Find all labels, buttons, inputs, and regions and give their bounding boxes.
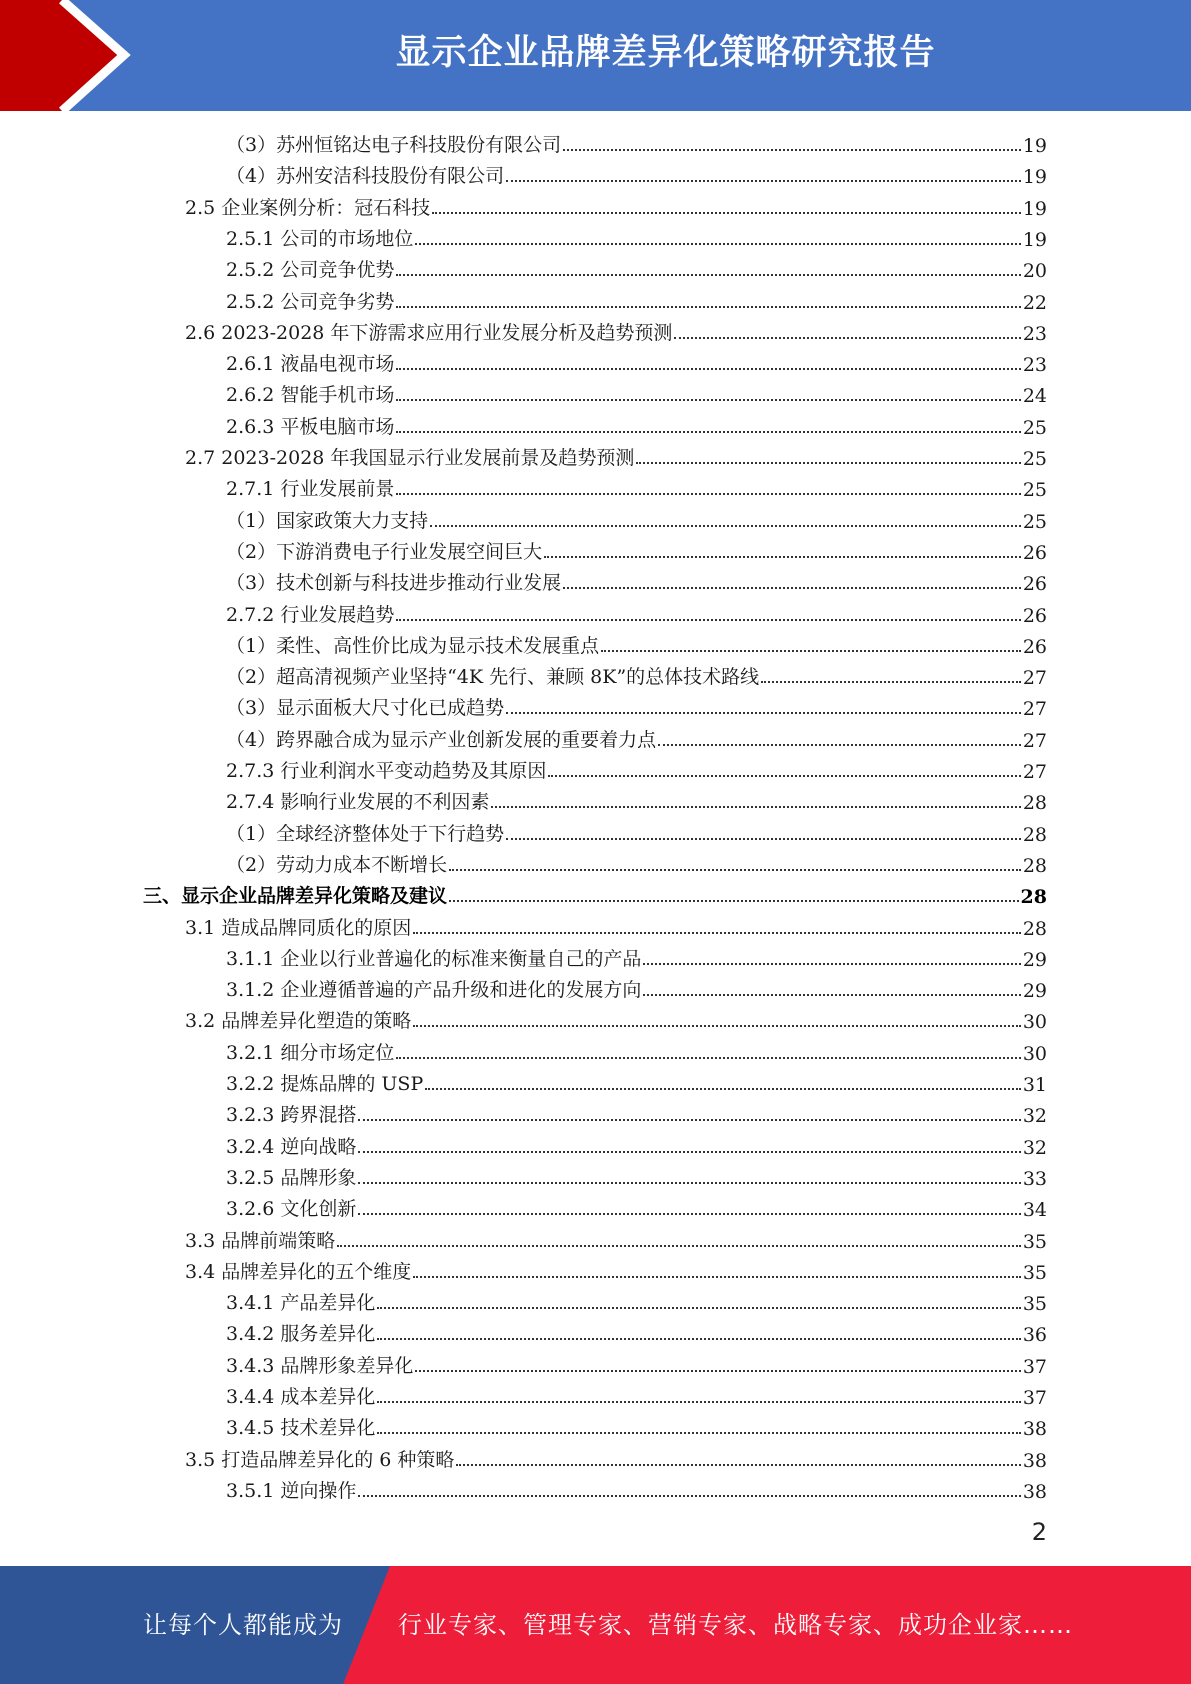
toc-entry-page: 24 bbox=[1022, 385, 1047, 408]
toc-entry[interactable] bbox=[185, 1002, 1047, 1033]
toc-leader-dots bbox=[544, 555, 1021, 558]
toc-entry[interactable] bbox=[185, 1222, 1047, 1253]
toc-entry-label: 3.2.1 细分市场定位 bbox=[226, 1041, 395, 1064]
toc-leader-dots bbox=[396, 618, 1020, 621]
toc-entry-page: 25 bbox=[1022, 448, 1047, 470]
toc-leader-dots bbox=[377, 1337, 1020, 1340]
toc-leader-dots bbox=[396, 1056, 1020, 1059]
toc-entry-page: 28 bbox=[1022, 823, 1047, 846]
toc-entry[interactable] bbox=[226, 564, 1047, 595]
toc-entry-page: 26 bbox=[1022, 635, 1047, 658]
toc-entry[interactable] bbox=[185, 909, 1047, 940]
toc-entry-label: 3.4.1 产品差异化 bbox=[226, 1292, 376, 1315]
toc-entry-label: 3.2 品牌差异化塑造的策略 bbox=[185, 1010, 412, 1033]
toc-entry-label: 3.3 品牌前端策略 bbox=[185, 1229, 336, 1252]
toc-entry-label: 3.4.2 服务差异化 bbox=[226, 1323, 376, 1346]
header-title: 显示企业品牌差异化策略研究报告 bbox=[395, 33, 936, 73]
toc-leader-dots bbox=[396, 492, 1020, 495]
toc-entry[interactable] bbox=[226, 940, 1047, 971]
toc-entry-page: 28 bbox=[1022, 792, 1047, 815]
toc-entry-label: 3.1 造成品牌同质化的原因 bbox=[185, 916, 412, 939]
toc-leader-dots bbox=[377, 1400, 1020, 1403]
toc-entry-label: （1）全球经济整体处于下行趋势 bbox=[226, 822, 505, 845]
toc-entry-label: 3.4 品牌差异化的五个维度 bbox=[185, 1260, 412, 1283]
toc-leader-dots bbox=[377, 1306, 1020, 1309]
toc-entry-label: （3）显示面板大尺寸化已成趋势 bbox=[226, 697, 505, 720]
toc-entry-page: 31 bbox=[1022, 1074, 1047, 1096]
toc-leader-dots bbox=[601, 649, 1021, 652]
toc-entry[interactable] bbox=[185, 189, 1047, 220]
toc-entry[interactable] bbox=[226, 376, 1047, 407]
toc-entry[interactable] bbox=[226, 783, 1047, 814]
toc-entry-label: （4）苏州安洁科技股份有限公司 bbox=[226, 165, 505, 188]
toc-leader-dots bbox=[506, 711, 1021, 714]
toc-entry[interactable] bbox=[226, 971, 1047, 1002]
toc-leader-dots bbox=[456, 1463, 1020, 1466]
toc-entry[interactable] bbox=[226, 1472, 1047, 1503]
toc-entry-label: 2.5.2 公司竞争劣势 bbox=[226, 290, 395, 313]
page-footer bbox=[0, 1566, 1191, 1684]
toc-entry[interactable] bbox=[226, 1378, 1047, 1409]
toc-entry-page: 28 bbox=[1022, 917, 1047, 940]
toc-entry[interactable] bbox=[226, 1065, 1047, 1096]
toc-leader-dots bbox=[548, 774, 1020, 777]
page-number: 2 bbox=[1031, 1518, 1047, 1546]
toc-leader-dots bbox=[432, 211, 1021, 214]
toc-entry[interactable] bbox=[226, 721, 1047, 752]
toc-entry-label: 2.6.1 液晶电视市场 bbox=[226, 353, 395, 376]
toc-entry-page: 19 bbox=[1022, 135, 1047, 157]
toc-entry-label: 3.5 打造品牌差异化的 6 种策略 bbox=[185, 1448, 455, 1471]
toc-entry[interactable] bbox=[226, 752, 1047, 783]
toc-entry-page: 27 bbox=[1022, 761, 1047, 783]
toc-entry-page: 25 bbox=[1022, 510, 1047, 533]
toc-entry[interactable] bbox=[185, 1253, 1047, 1284]
toc-entry-page: 38 bbox=[1022, 1418, 1047, 1441]
toc-entry-page: 20 bbox=[1022, 260, 1047, 283]
toc-leader-dots bbox=[491, 805, 1020, 808]
toc-entry-page: 32 bbox=[1022, 1136, 1047, 1159]
toc-entry[interactable] bbox=[226, 627, 1047, 658]
toc-entry-label: （2）下游消费电子行业发展空间巨大 bbox=[226, 540, 543, 563]
toc-entry[interactable] bbox=[185, 314, 1047, 345]
toc-entry-label: 3.4.4 成本差异化 bbox=[226, 1386, 376, 1408]
toc-entry-label: 2.7.2 行业发展趋势 bbox=[226, 603, 395, 626]
toc-entry[interactable] bbox=[226, 1284, 1047, 1315]
toc-entry[interactable] bbox=[226, 283, 1047, 314]
toc-entry[interactable] bbox=[226, 596, 1047, 627]
toc-entry-page: 37 bbox=[1022, 1387, 1047, 1409]
toc-entry-page: 23 bbox=[1022, 322, 1047, 345]
toc-entry[interactable] bbox=[226, 1096, 1047, 1127]
toc-entry-page: 27 bbox=[1022, 667, 1047, 690]
toc-leader-dots bbox=[413, 931, 1021, 934]
toc-leader-dots bbox=[396, 305, 1020, 308]
toc-entry-page: 23 bbox=[1022, 354, 1047, 377]
toc-entry[interactable] bbox=[226, 1347, 1047, 1378]
toc-entry-page: 38 bbox=[1022, 1480, 1047, 1503]
toc-entry-page: 26 bbox=[1022, 604, 1047, 627]
toc-leader-dots bbox=[449, 899, 1019, 902]
toc-entry[interactable] bbox=[226, 815, 1047, 846]
toc-entry[interactable] bbox=[226, 689, 1047, 720]
footer-slogan-right: 行业专家、管理专家、营销专家、战略专家、成功企业家…… bbox=[398, 1611, 1073, 1639]
toc-entry-page: 25 bbox=[1022, 416, 1047, 439]
toc-entry-label: 三、显示企业品牌差异化策略及建议 bbox=[143, 885, 448, 908]
toc-entry-label: （1）柔性、高性价比成为显示技术发展重点 bbox=[226, 634, 600, 657]
toc-entry-label: 2.6.2 智能手机市场 bbox=[226, 384, 395, 407]
toc-entry-label: （3）苏州恒铭达电子科技股份有限公司 bbox=[226, 134, 562, 156]
toc-entry-label: 3.2.6 文化创新 bbox=[226, 1198, 357, 1221]
toc-entry-label: 2.5 企业案例分析：冠石科技 bbox=[185, 196, 431, 219]
toc-entry[interactable] bbox=[185, 1441, 1047, 1472]
toc-entry-label: （3）技术创新与科技进步推动行业发展 bbox=[226, 572, 562, 595]
toc-entry-page: 35 bbox=[1022, 1293, 1047, 1316]
toc-leader-dots bbox=[413, 1275, 1021, 1278]
toc-entry[interactable] bbox=[226, 846, 1047, 877]
toc-entry-label: 3.1.1 企业以行业普遍化的标准来衡量自己的产品 bbox=[226, 947, 642, 970]
toc-entry-page: 30 bbox=[1022, 1011, 1047, 1034]
toc-leader-dots bbox=[658, 743, 1021, 746]
toc-leader-dots bbox=[506, 837, 1021, 840]
page-header bbox=[0, 0, 1191, 111]
toc-entry-page: 29 bbox=[1022, 948, 1047, 971]
toc-leader-dots bbox=[415, 242, 1020, 245]
toc-entry-label: 2.7.1 行业发展前景 bbox=[226, 478, 395, 501]
toc-leader-dots bbox=[643, 993, 1020, 996]
toc-entry-label: 2.7.3 行业利润水平变动趋势及其原因 bbox=[226, 760, 547, 782]
toc-entry-page: 38 bbox=[1022, 1449, 1047, 1472]
toc-leader-dots bbox=[413, 1024, 1021, 1027]
toc-entry-page: 37 bbox=[1022, 1355, 1047, 1378]
toc-entry-page: 19 bbox=[1022, 228, 1047, 251]
toc-leader-dots bbox=[506, 179, 1021, 182]
toc-entry-label: 3.5.1 逆向操作 bbox=[226, 1479, 357, 1502]
toc-leader-dots bbox=[563, 586, 1021, 589]
toc-entry-page: 29 bbox=[1022, 980, 1047, 1003]
toc-entry[interactable] bbox=[226, 658, 1047, 689]
toc-leader-dots bbox=[337, 1244, 1021, 1247]
toc-entry[interactable] bbox=[226, 533, 1047, 564]
toc-entry-page: 19 bbox=[1022, 166, 1047, 189]
toc-entry-page: 19 bbox=[1022, 197, 1047, 220]
toc-entry-page: 25 bbox=[1022, 479, 1047, 502]
toc-entry[interactable] bbox=[226, 470, 1047, 501]
header-arrow-icon bbox=[0, 0, 150, 111]
toc-entry[interactable] bbox=[226, 1159, 1047, 1190]
toc-entry-label: 3.2.4 逆向战略 bbox=[226, 1135, 357, 1158]
toc-entry[interactable] bbox=[226, 126, 1047, 157]
toc-entry-page: 26 bbox=[1022, 573, 1047, 596]
toc-entry[interactable] bbox=[226, 1190, 1047, 1221]
toc-entry[interactable] bbox=[185, 439, 1047, 470]
toc-entry-page: 32 bbox=[1022, 1105, 1047, 1128]
footer-slogan-left: 让每个人都能成为 bbox=[143, 1611, 343, 1639]
toc-leader-dots bbox=[761, 680, 1021, 683]
toc-entry[interactable] bbox=[226, 1034, 1047, 1065]
toc-entry[interactable] bbox=[226, 1409, 1047, 1440]
toc-entry-label: （2）超高清视频产业坚持“4K 先行、兼顾 8K”的总体技术路线 bbox=[226, 666, 760, 689]
toc-entry-page: 26 bbox=[1022, 541, 1047, 564]
toc-entry-label: 3.2.5 品牌形象 bbox=[226, 1166, 357, 1189]
toc-entry-label: 2.7.4 影响行业发展的不利因素 bbox=[226, 791, 490, 814]
toc-entry-page: 27 bbox=[1022, 729, 1047, 752]
toc-leader-dots bbox=[449, 868, 1021, 871]
toc-entry[interactable] bbox=[226, 1128, 1047, 1159]
toc-entry-label: （4）跨界融合成为显示产业创新发展的重要着力点 bbox=[226, 728, 657, 751]
toc-leader-dots bbox=[396, 273, 1020, 276]
toc-leader-dots bbox=[430, 524, 1021, 527]
toc-entry-page: 35 bbox=[1022, 1261, 1047, 1284]
toc-entry-label: （2）劳动力成本不断增长 bbox=[226, 853, 448, 876]
toc-entry[interactable] bbox=[226, 220, 1047, 251]
toc-entry[interactable] bbox=[226, 251, 1047, 282]
toc-entry-page: 30 bbox=[1022, 1042, 1047, 1065]
toc-entry[interactable] bbox=[143, 877, 1047, 908]
toc-leader-dots bbox=[377, 1431, 1020, 1434]
toc-entry-label: 2.7 2023-2028 年我国显示行业发展前景及趋势预测 bbox=[185, 447, 635, 469]
toc-leader-dots bbox=[636, 461, 1020, 464]
toc-entry-page: 28 bbox=[1022, 854, 1047, 877]
toc-entry-label: 3.4.5 技术差异化 bbox=[226, 1417, 376, 1440]
toc-leader-dots bbox=[674, 336, 1020, 339]
toc-entry-label: 3.4.3 品牌形象差异化 bbox=[226, 1354, 414, 1377]
toc-entry[interactable] bbox=[226, 157, 1047, 188]
toc-leader-dots bbox=[425, 1087, 1021, 1090]
toc-entry-page: 33 bbox=[1022, 1167, 1047, 1190]
toc-entry-label: 2.5.1 公司的市场地位 bbox=[226, 227, 414, 250]
toc-entry[interactable] bbox=[226, 502, 1047, 533]
toc-entry-label: 2.6.3 平板电脑市场 bbox=[226, 415, 395, 438]
toc-leader-dots bbox=[358, 1494, 1020, 1497]
toc-entry-label: 3.2.2 提炼品牌的 USP bbox=[226, 1073, 424, 1095]
toc-leader-dots bbox=[358, 1212, 1020, 1215]
toc-leader-dots bbox=[415, 1369, 1020, 1372]
toc-entry-page: 27 bbox=[1022, 698, 1047, 721]
toc-entry-label: 3.2.3 跨界混搭 bbox=[226, 1104, 357, 1127]
toc-leader-dots bbox=[358, 1118, 1020, 1121]
toc-entry-label: （1）国家政策大力支持 bbox=[226, 509, 429, 532]
toc-entry-label: 2.6 2023-2028 年下游需求应用行业发展分析及趋势预测 bbox=[185, 321, 673, 344]
toc-entry-label: 2.5.2 公司竞争优势 bbox=[226, 259, 395, 282]
toc-entry-page: 22 bbox=[1022, 291, 1047, 314]
toc-leader-dots bbox=[358, 1150, 1020, 1153]
toc-entry-page: 34 bbox=[1022, 1199, 1047, 1222]
toc-entry[interactable] bbox=[226, 1315, 1047, 1346]
toc-entry[interactable] bbox=[226, 345, 1047, 376]
toc-entry[interactable] bbox=[226, 408, 1047, 439]
toc-leader-dots bbox=[563, 148, 1021, 151]
toc-entry-page: 36 bbox=[1022, 1324, 1047, 1347]
toc-entry-page: 35 bbox=[1022, 1230, 1047, 1253]
toc-leader-dots bbox=[396, 398, 1020, 401]
toc-leader-dots bbox=[358, 1181, 1020, 1184]
toc-leader-dots bbox=[643, 962, 1020, 965]
toc-entry-page: 28 bbox=[1020, 886, 1047, 909]
toc-leader-dots bbox=[396, 430, 1020, 433]
toc-leader-dots bbox=[396, 367, 1020, 370]
toc-entry-label: 3.1.2 企业遵循普遍的产品升级和进化的发展方向 bbox=[226, 979, 642, 1002]
